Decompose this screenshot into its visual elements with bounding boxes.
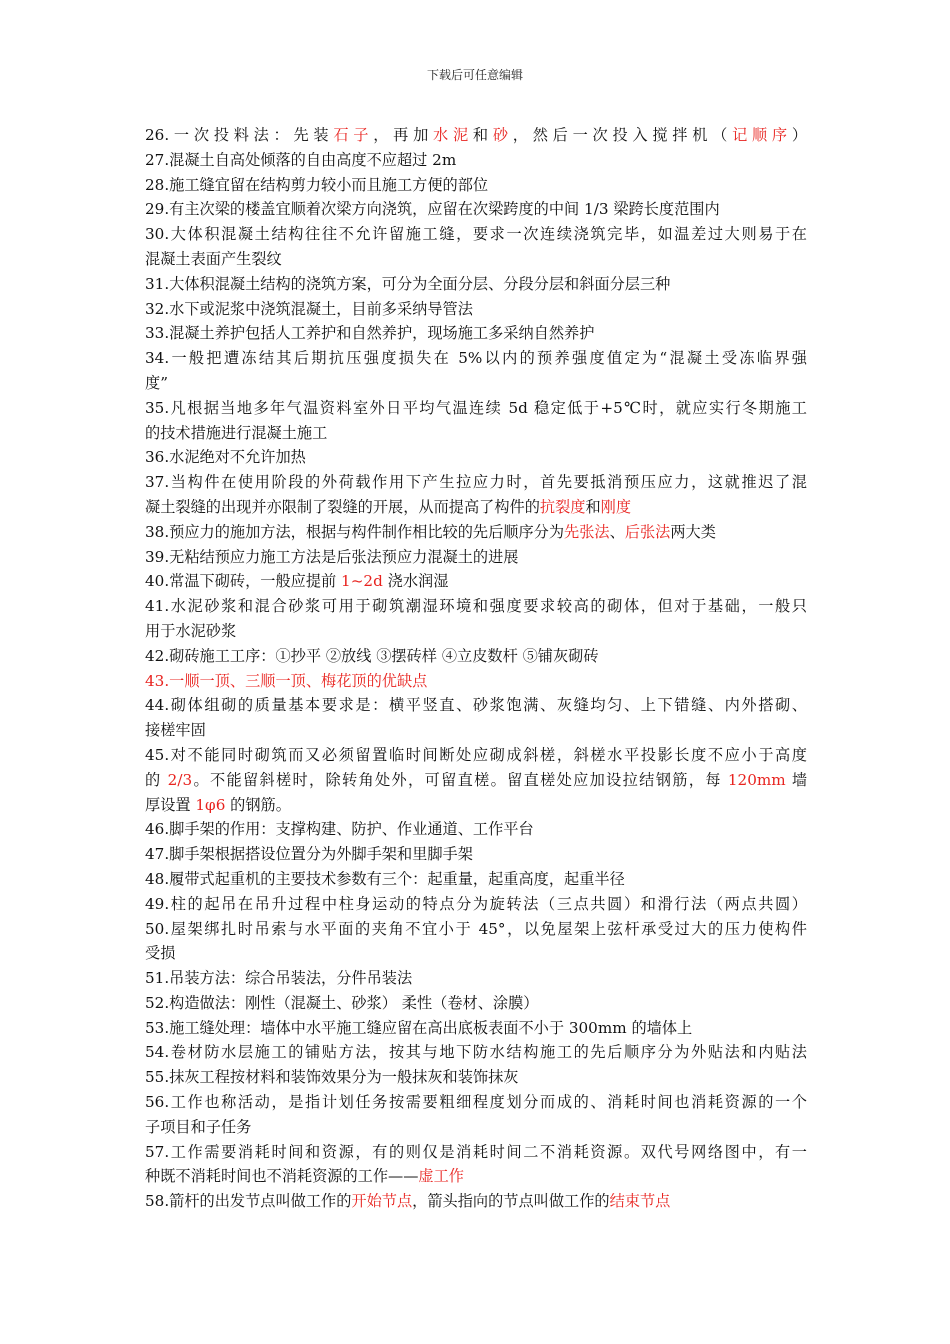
text-line: [145, 123, 807, 148]
text-line: [145, 644, 807, 669]
text-segment: 度”: [145, 373, 168, 392]
text-line: [145, 594, 807, 619]
text-segment: 49.柱的起吊在吊升过程中柱身运动的特点分为旋转法（三点共圆）和滑行法（两点共圆）: [145, 894, 807, 913]
text-line: [145, 1065, 807, 1090]
text-segment: 浇水润湿: [382, 572, 449, 591]
text-segment: 30.大体积混凝土结构往往不允许留施工缝，要求一次连续浇筑完毕，如温差过大则易于在: [145, 225, 807, 244]
text-line: [145, 669, 807, 694]
highlighted-term: 记顺序: [732, 126, 792, 144]
text-segment: ，再加: [373, 126, 434, 144]
text-segment: 种既不消耗时间也不消耗资源的工作——: [145, 1167, 419, 1186]
text-segment: 的: [145, 770, 168, 789]
text-line: [145, 619, 807, 644]
text-segment: 和: [472, 126, 493, 144]
text-segment: 41.水泥砂浆和混合砂浆可用于砌筑潮湿环境和强度要求较高的砌体，但对于基础，一般只: [145, 597, 807, 616]
text-segment: 子项目和子任务: [145, 1117, 252, 1136]
text-line: [145, 1140, 807, 1165]
text-segment: 接槎牢固: [145, 721, 206, 740]
text-segment: 厚设置: [145, 795, 196, 814]
text-line: [145, 1164, 807, 1189]
highlighted-term: 后张法: [624, 522, 671, 541]
text-line: [145, 569, 807, 594]
text-segment: 31.大体积混凝土结构的浇筑方案，可分为全面分层、分段分层和斜面分层三种: [145, 274, 671, 293]
text-segment: 的技术措施进行混凝土施工: [145, 423, 328, 442]
text-line: [145, 470, 807, 495]
text-segment: 57.工作需要消耗时间和资源，有的则仅是消耗时间二不消耗资源。双代号网络图中，有一: [145, 1142, 807, 1161]
highlighted-term: 1φ6: [195, 795, 226, 814]
text-line: [145, 520, 807, 545]
text-line: [145, 173, 807, 198]
text-line: [145, 371, 807, 396]
text-segment: 45.对不能同时砌筑而又必须留置临时间断处应砌成斜槎，斜槎水平投影长度不应小于高度: [145, 745, 807, 764]
highlighted-term: 水泥: [433, 126, 473, 144]
highlighted-term: 结束节点: [609, 1192, 671, 1211]
text-segment: 52.构造做法：刚性（混凝土、砂浆） 柔性（卷材、涂膜）: [145, 993, 539, 1012]
highlighted-term: 先张法: [564, 522, 610, 541]
text-segment: 36.水泥绝对不允许加热: [145, 448, 306, 467]
text-segment: ，箭头指向的节点叫做工作的: [412, 1192, 610, 1211]
text-segment: 凝土裂缝的出现并亦限制了裂缝的开展，从而提高了构件的: [145, 497, 540, 516]
text-line: [145, 917, 807, 942]
text-segment: 38.预应力的施加方法，根据与构件制作相比较的先后顺序分为: [145, 522, 565, 541]
text-segment: 、: [609, 522, 625, 541]
text-segment: 47.脚手架根据搭设位置分为外脚手架和里脚手架: [145, 845, 473, 864]
text-segment: 51.吊装方法：综合吊装法，分件吊装法: [145, 969, 413, 988]
text-line: [145, 768, 807, 793]
text-segment: 两大类: [670, 522, 716, 541]
text-segment: 35.凡根据当地多年气温资料室外日平均气温连续 5d 稳定低于+5℃时，就应实行冬期施工: [145, 398, 807, 417]
text-segment: 29.有主次梁的楼盖宜顺着次梁方向浇筑，应留在次梁跨度的中间 1/3 梁跨长度范围内: [145, 200, 720, 219]
document-body: [145, 123, 807, 1214]
text-segment: 48.履带式起重机的主要技术参数有三个：起重量，起重高度，起重半径: [145, 869, 625, 888]
text-line: [145, 297, 807, 322]
highlighted-term: 石子: [333, 126, 374, 144]
highlighted-term: 43.一顺一顶、三顺一顶、梅花顶的优缺点: [145, 671, 428, 690]
text-line: [145, 743, 807, 768]
text-segment: 46.脚手架的作用：支撑构建、防护、作业通道、工作平台: [145, 820, 534, 839]
text-line: [145, 247, 807, 272]
text-line: [145, 892, 807, 917]
text-line: [145, 421, 807, 446]
highlighted-term: 刚度: [600, 497, 631, 516]
text-segment: 58.箭杆的出发节点叫做工作的: [145, 1192, 352, 1211]
text-segment: 26.一次投料法：先装: [145, 126, 334, 144]
text-line: [145, 867, 807, 892]
text-line: [145, 321, 807, 346]
text-line: [145, 222, 807, 247]
highlighted-term: 1~2d: [341, 572, 383, 591]
text-segment: 40.常温下砌砖，一般应提前: [145, 572, 342, 591]
text-line: [145, 1189, 807, 1214]
text-segment: 53.施工缝处理：墙体中水平施工缝应留在高出底板表面不小于 300mm 的墙体上: [145, 1018, 693, 1037]
text-segment: 39.无粘结预应力施工方法是后张法预应力混凝土的进展: [145, 547, 519, 566]
page-header: 下载后可任意编辑: [426, 68, 523, 82]
text-line: [145, 966, 807, 991]
text-segment: 和: [585, 497, 601, 516]
highlighted-term: 砂: [492, 126, 513, 144]
text-line: [145, 1115, 807, 1140]
text-segment: 55.抹灰工程按材料和装饰效果分为一般抹灰和装饰抹灰: [145, 1068, 519, 1087]
text-segment: 33.混凝土养护包括人工养护和自然养护，现场施工多采纳自然养护: [145, 324, 595, 343]
text-segment: 28.施工缝宜留在结构剪力较小而且施工方便的部位: [145, 175, 489, 194]
text-segment: ）: [791, 126, 807, 144]
text-segment: 。不能留斜槎时，除转角处外，可留直槎。留直槎处应加设拉结钢筋，每: [192, 770, 728, 789]
text-line: [145, 272, 807, 297]
text-line: [145, 817, 807, 842]
text-segment: 50.屋架绑扎时吊索与水平面的夹角不宜小于 45°，以免屋架上弦杆承受过大的压力使构件: [145, 919, 807, 938]
text-line: [145, 842, 807, 867]
text-line: [145, 148, 807, 173]
text-segment: 34.一般把遭冻结其后期抗压强度损失在 5%以内的预养强度值定为“混凝土受冻临界强: [145, 349, 807, 368]
text-segment: 32.水下或泥浆中浇筑混凝土，目前多采纳导管法: [145, 299, 473, 318]
highlighted-term: 开始节点: [351, 1192, 413, 1211]
text-line: [145, 396, 807, 421]
text-segment: ，然后一次投入搅拌机（: [512, 126, 733, 144]
highlighted-term: 虚工作: [418, 1167, 464, 1186]
text-segment: 42.砌砖施工工序：①抄平 ②放线 ③摆砖样 ④立皮数杆 ⑤铺灰砌砖: [145, 646, 599, 665]
text-line: [145, 793, 807, 818]
text-line: [145, 693, 807, 718]
text-segment: 56.工作也称活动，是指计划任务按需要粗细程度划分而成的、消耗时间也消耗资源的一个: [145, 1093, 807, 1112]
text-line: [145, 718, 807, 743]
highlighted-term: 抗裂度: [539, 497, 586, 516]
text-line: [145, 1040, 807, 1065]
highlighted-term: 2/3: [167, 770, 193, 789]
text-line: [145, 346, 807, 371]
text-line: [145, 197, 807, 222]
text-segment: 受损: [145, 944, 176, 963]
text-segment: 54.卷材防水层施工的铺贴方法，按其与地下防水结构施工的先后顺序分为外贴法和内贴法: [145, 1043, 807, 1062]
text-segment: 37.当构件在使用阶段的外荷载作用下产生拉应力时，首先要抵消预压应力，这就推迟了混: [145, 473, 807, 492]
text-segment: 的钢筋。: [225, 795, 291, 814]
text-segment: 44.砌体组砌的质量基本要求是：横平竖直、砂浆饱满、灰缝均匀、上下错缝、内外搭砌、: [145, 696, 807, 715]
text-line: [145, 1090, 807, 1115]
text-segment: 混凝土表面产生裂纹: [145, 249, 282, 268]
text-line: [145, 991, 807, 1016]
text-segment: 用于水泥砂浆: [145, 621, 237, 640]
text-line: [145, 1016, 807, 1041]
text-segment: 27.混凝土自高处倾落的自由高度不应超过 2m: [145, 150, 457, 169]
text-line: [145, 495, 807, 520]
text-line: [145, 545, 807, 570]
text-line: [145, 941, 807, 966]
highlighted-term: 120mm: [727, 770, 786, 789]
text-line: [145, 445, 807, 470]
text-segment: 墙: [785, 770, 807, 789]
